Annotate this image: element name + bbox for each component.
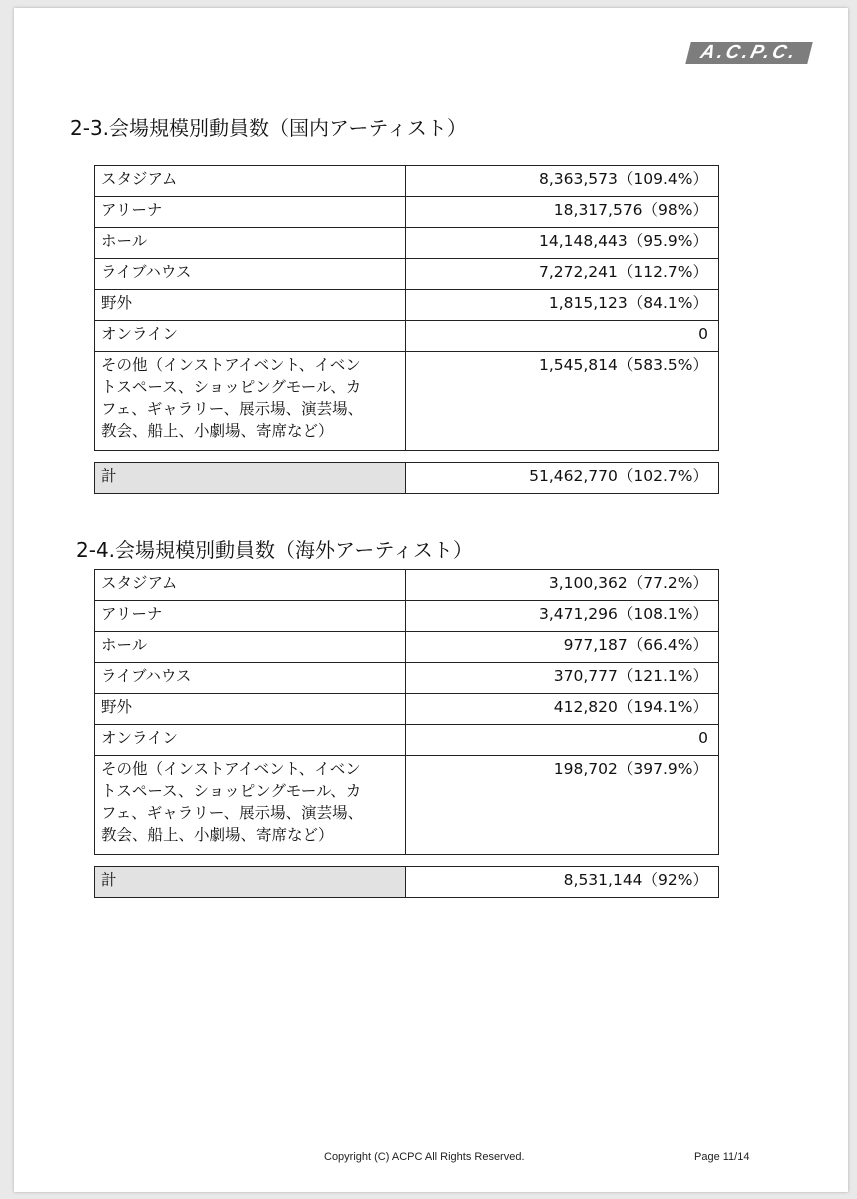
table-row xyxy=(95,694,719,725)
table-row-other xyxy=(95,352,719,451)
total-label: 計 xyxy=(95,463,406,494)
total-value: 8,531,144（92%） xyxy=(406,867,719,898)
other-line: その他（インストアイベント、イベン xyxy=(101,760,361,778)
section-title-domestic: 2-3.会場規模別動員数（国内アーティスト） xyxy=(70,116,467,140)
other-line: フェ、ギャラリー、展示場、演芸場、 xyxy=(101,804,364,822)
table-row xyxy=(95,725,719,756)
total-value: 51,462,770（102.7%） xyxy=(406,463,719,494)
row-value: 14,148,443（95.9%） xyxy=(406,228,719,259)
row-value: 370,777（121.1%） xyxy=(406,663,719,694)
acpc-logo: A.C.P.C. xyxy=(685,42,812,64)
row-value: 3,100,362（77.2%） xyxy=(406,570,719,601)
row-value: 3,471,296（108.1%） xyxy=(406,601,719,632)
row-label-other xyxy=(95,352,406,451)
total-row xyxy=(95,867,719,898)
table-row xyxy=(95,166,719,197)
row-value: 1,815,123（84.1%） xyxy=(406,290,719,321)
domestic-total-table xyxy=(94,462,719,494)
table-row xyxy=(95,570,719,601)
table-row xyxy=(95,228,719,259)
row-value: 198,702（397.9%） xyxy=(406,756,719,855)
footer-page-number: Page 11/14 xyxy=(694,1151,750,1163)
row-label-other xyxy=(95,756,406,855)
foreign-table xyxy=(94,569,719,855)
row-value: 7,272,241（112.7%） xyxy=(406,259,719,290)
row-value: 1,545,814（583.5%） xyxy=(406,352,719,451)
row-value: 0 xyxy=(406,321,719,352)
domestic-table xyxy=(94,165,719,451)
row-value: 18,317,576（98%） xyxy=(406,197,719,228)
row-label: ライブハウス xyxy=(95,259,406,290)
table-row xyxy=(95,601,719,632)
row-label: ホール xyxy=(95,228,406,259)
table-row xyxy=(95,321,719,352)
row-label: スタジアム xyxy=(95,570,406,601)
footer-copyright: Copyright (C) ACPC All Rights Reserved. xyxy=(324,1151,525,1163)
table-row xyxy=(95,663,719,694)
section-title-foreign: 2-4.会場規模別動員数（海外アーティスト） xyxy=(76,538,473,562)
row-label: オンライン xyxy=(95,725,406,756)
table-row xyxy=(95,290,719,321)
row-label: スタジアム xyxy=(95,166,406,197)
row-label: ライブハウス xyxy=(95,663,406,694)
other-line: 教会、船上、小劇場、寄席など） xyxy=(101,422,334,440)
row-label: アリーナ xyxy=(95,601,406,632)
table-row xyxy=(95,259,719,290)
row-value: 0 xyxy=(406,725,719,756)
other-line: フェ、ギャラリー、展示場、演芸場、 xyxy=(101,400,364,418)
other-line: 教会、船上、小劇場、寄席など） xyxy=(101,826,334,844)
table-row xyxy=(95,197,719,228)
table-row xyxy=(95,632,719,663)
other-line: その他（インストアイベント、イベン xyxy=(101,356,361,374)
row-label: ホール xyxy=(95,632,406,663)
row-value: 977,187（66.4%） xyxy=(406,632,719,663)
row-label: 野外 xyxy=(95,694,406,725)
row-label: オンライン xyxy=(95,321,406,352)
row-label: 野外 xyxy=(95,290,406,321)
other-line: トスペース、ショッピングモール、カ xyxy=(101,782,362,800)
table-row-other xyxy=(95,756,719,855)
other-line: トスペース、ショッピングモール、カ xyxy=(101,378,362,396)
total-row xyxy=(95,463,719,494)
foreign-total-table xyxy=(94,866,719,898)
total-label: 計 xyxy=(95,867,406,898)
row-value: 412,820（194.1%） xyxy=(406,694,719,725)
row-value: 8,363,573（109.4%） xyxy=(406,166,719,197)
row-label: アリーナ xyxy=(95,197,406,228)
